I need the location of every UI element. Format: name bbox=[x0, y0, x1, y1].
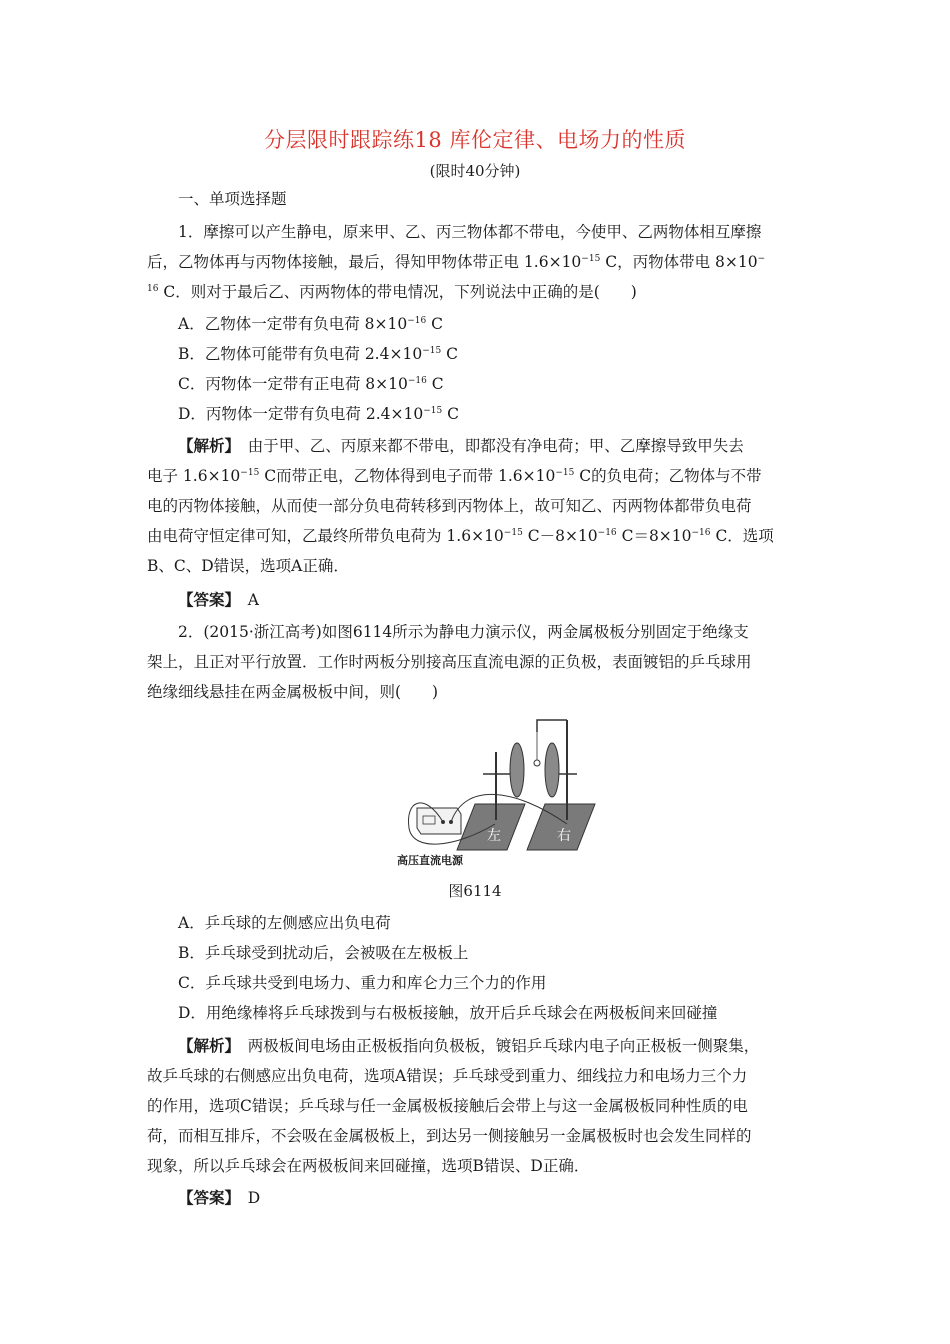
power-supply-box bbox=[417, 808, 461, 834]
q2-option-a: A．乒乓球的左侧感应出负电荷 bbox=[178, 914, 391, 932]
section-heading: 一、单项选择题 bbox=[178, 190, 287, 208]
q1-stem-line-2: 后，乙物体再与丙物体接触，最后，得知甲物体带正电 $1.6\times 10^{-15}$ C，丙物体带电 8×10− bbox=[147, 253, 766, 271]
q1-analysis-line-5: B、C、D错误，选项A正确． bbox=[147, 557, 349, 575]
q1-analysis-line-2: 电子 $1.6\times 10^{-15}$ C而带正电，乙物体得到电子而带 $1.6\times 10^{-15}$ C的负电荷；乙物体与不带 bbox=[147, 467, 762, 485]
q1-stem-line-3: $^{16}$ C．则对于最后乙、丙两物体的带电情况，下列说法中正确的是( ) bbox=[147, 283, 637, 301]
q1-analysis-line-3: 电的丙物体接触，从而使一部分负电荷转移到丙物体上，故可知乙、丙两物体都带负电荷 bbox=[147, 497, 752, 515]
time-limit: (限时40分钟) bbox=[429, 162, 521, 180]
electrostatic-demo-figure bbox=[395, 712, 607, 872]
q1-option-d: D．丙物体一定带有负电荷 $2.4\times 10^{-15}$ C bbox=[178, 405, 460, 423]
q1-option-a: A．乙物体一定带有负电荷 $8\times 10^{-16}$ C bbox=[178, 315, 443, 333]
q2-option-c: C．乒乓球共受到电场力、重力和库仑力三个力的作用 bbox=[178, 974, 547, 992]
answer-label: 【答案】 bbox=[178, 1188, 233, 1207]
q1-answer: 【答案】 A bbox=[178, 590, 259, 609]
q1-analysis-line-4: 由电荷守恒定律可知，乙最终所带负电荷为 $1.6\times 10^{-15}$ $C-8\times 10^{-16}$ $C=8\times 10^{-16}$ C．选项 bbox=[147, 527, 774, 545]
power-source-label: 高压直流电源 bbox=[397, 854, 463, 867]
q2-option-d: D．用绝缘棒将乒乓球拨到与右极板接触，放开后乒乓球会在两极板间来回碰撞 bbox=[178, 1004, 718, 1022]
page-title: 分层限时跟踪练18 库伦定律、电场力的性质 bbox=[264, 128, 686, 152]
q2-analysis-line-3: 的作用，选项C错误；乒乓球与任一金属极板接触后会带上与这一金属极板同种性质的电 bbox=[147, 1097, 748, 1115]
q2-analysis-line-4: 荷，而相互排斥，不会吸在金属极板上，到达另一侧接触另一金属极板时也会发生同样的 bbox=[147, 1127, 752, 1145]
right-label: 右 bbox=[557, 828, 571, 844]
q1-stem-line-1: 1．摩擦可以产生静电，原来甲、乙、丙三物体都不带电，今使甲、乙两物体相互摩擦 bbox=[178, 223, 762, 241]
q1-analysis-line-1: 【解析】 由于甲、乙、丙原来都不带电，即都没有净电荷；甲、乙摩擦导致甲失去 bbox=[178, 436, 744, 455]
answer-label: 【答案】 bbox=[178, 590, 233, 609]
analysis-label: 【解析】 bbox=[178, 1036, 233, 1055]
q2-analysis-line-1: 【解析】 两极板间电场由正极板指向负极板，镀铝乒乓球内电子向正极板一侧聚集， bbox=[178, 1036, 760, 1055]
q1-option-c: C．丙物体一定带有正电荷 $8\times 10^{-16}$ C bbox=[178, 375, 444, 393]
q1-option-b: B．乙物体可能带有负电荷 $2.4\times 10^{-15}$ C bbox=[178, 345, 458, 363]
right-plate bbox=[545, 743, 559, 797]
ping-pong-ball bbox=[534, 760, 540, 766]
q2-answer: 【答案】 D bbox=[178, 1188, 261, 1207]
left-plate bbox=[510, 743, 524, 797]
q2-analysis-line-2: 故乒乓球的右侧感应出负电荷，选项A错误；乒乓球受到重力、细线拉力和电场力三个力 bbox=[147, 1067, 748, 1085]
figure-caption: 图6114 bbox=[448, 882, 502, 900]
analysis-label: 【解析】 bbox=[178, 436, 233, 455]
q2-stem-line-2: 架上，且正对平行放置．工作时两板分别接高压直流电源的正负极，表面镀铝的乒乓球用 bbox=[147, 653, 752, 671]
q2-option-b: B．乒乓球受到扰动后，会被吸在左极板上 bbox=[178, 944, 469, 962]
q2-stem-line-1: 2．(2015·浙江高考)如图6114所示为静电力演示仪，两金属极板分别固定于绝缘支 bbox=[178, 623, 749, 641]
q2-analysis-line-5: 现象，所以乒乓球会在两极板间来回碰撞，选项B错误、D正确． bbox=[147, 1157, 590, 1175]
thread-support bbox=[537, 720, 567, 732]
q2-stem-line-3: 绝缘细线悬挂在两金属极板中间，则( ) bbox=[147, 683, 439, 701]
left-label: 左 bbox=[487, 828, 501, 844]
